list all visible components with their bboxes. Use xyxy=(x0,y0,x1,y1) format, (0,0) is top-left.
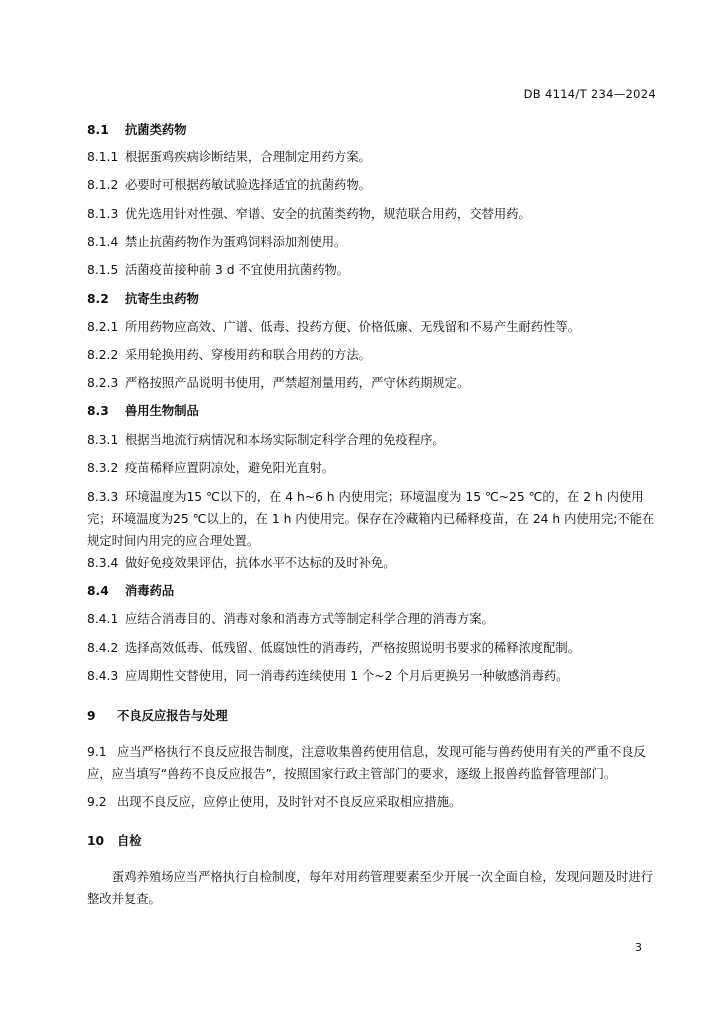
clause-8-1-1: 8.1.1 根据蛋鸡疾病诊断结果，合理制定用药方案。 xyxy=(87,150,371,164)
clause-8-2-2: 8.2.2 采用轮换用药、穿梭用药和联合用药的方法。 xyxy=(87,348,371,362)
heading-section-9: 9 不良反应报告与处理 xyxy=(87,709,228,723)
heading-8-1: 8.1 抗菌类药物 xyxy=(87,123,187,137)
clause-8-1-5: 8.1.5 活菌疫苗接种前 3 d 不宜使用抗菌药物。 xyxy=(87,263,350,277)
clause-8-1-3: 8.1.3 优先选用针对性强、窄谱、安全的抗菌类药物，规范联合用药，交替用药。 xyxy=(87,207,531,221)
clause-8-2-3: 8.2.3 严格按照产品说明书使用，严禁超剂量用药，严守休药期规定。 xyxy=(87,376,470,390)
clause-8-3-2: 8.3.2 疫苗稀释应置阴凉处，避免阳光直射。 xyxy=(87,461,335,475)
page-number: 3 xyxy=(635,941,642,954)
clause-8-1-2: 8.1.2 必要时可根据药敏试验选择适宜的抗菌药物。 xyxy=(87,178,371,192)
clause-8-3-3: 8.3.3 环境温度为15 ℃以下的，在 4 h~6 h 内使用完；环境温度为 15 ℃~25 ℃的，在 2 h 内使用完；环境温度为25 ℃以上的，在 1 h 内使用完。保存在冷藏箱内已稀释疫苗，在 24 h 内使用完;不能在规定时间内用完的应合理处置。 xyxy=(87,490,655,548)
clause-8-4-2: 8.4.2 选择高效低毒、低残留、低腐蚀性的消毒药，严格按照说明书要求的稀释浓度配制。 xyxy=(87,641,580,655)
heading-section-10: 10 自检 xyxy=(87,834,142,848)
heading-8-2: 8.2 抗寄生虫药物 xyxy=(87,292,199,306)
clause-8-4-3: 8.4.3 应周期性交替使用，同一消毒药连续使用 1 个~2 个月后更换另一种敏感消毒药。 xyxy=(87,669,569,683)
clause-9-1: 9.1 应当严格执行不良反应报告制度，注意收集兽药使用信息，发现可能与兽药使用有关的严重不良反应，应当填写“兽药不良反应报告”，按照国家行政主管部门的要求，逐级上报兽药监督管理部门。 xyxy=(87,745,646,781)
clause-8-3-4: 8.3.4 做好免疫效果评估，抗体水平不达标的及时补免。 xyxy=(87,556,396,570)
document-code-header: DB 4114/T 234—2024 xyxy=(523,87,656,101)
clause-8-1-4: 8.1.4 禁止抗菌药物作为蛋鸡饲料添加剂使用。 xyxy=(87,235,347,249)
clause-8-3-1: 8.3.1 根据当地流行病情况和本场实际制定科学合理的免疫程序。 xyxy=(87,433,445,447)
paragraph-self-inspection: 蛋鸡养殖场应当严格执行自检制度，每年对用药管理要素至少开展一次全面自检，发现问题及时进行整改并复查。 xyxy=(87,870,654,906)
clause-8-4-1: 8.4.1 应结合消毒目的、消毒对象和消毒方式等制定科学合理的消毒方案。 xyxy=(87,612,494,626)
clause-9-2: 9.2 出现不良反应，应停止使用，及时针对不良反应采取相应措施。 xyxy=(87,795,462,809)
clause-8-2-1: 8.2.1 所用药物应高效、广谱、低毒、投药方便、价格低廉、无残留和不易产生耐药性等。 xyxy=(87,320,580,334)
heading-8-3: 8.3 兽用生物制品 xyxy=(87,404,199,418)
heading-8-4: 8.4 消毒药品 xyxy=(87,584,175,598)
